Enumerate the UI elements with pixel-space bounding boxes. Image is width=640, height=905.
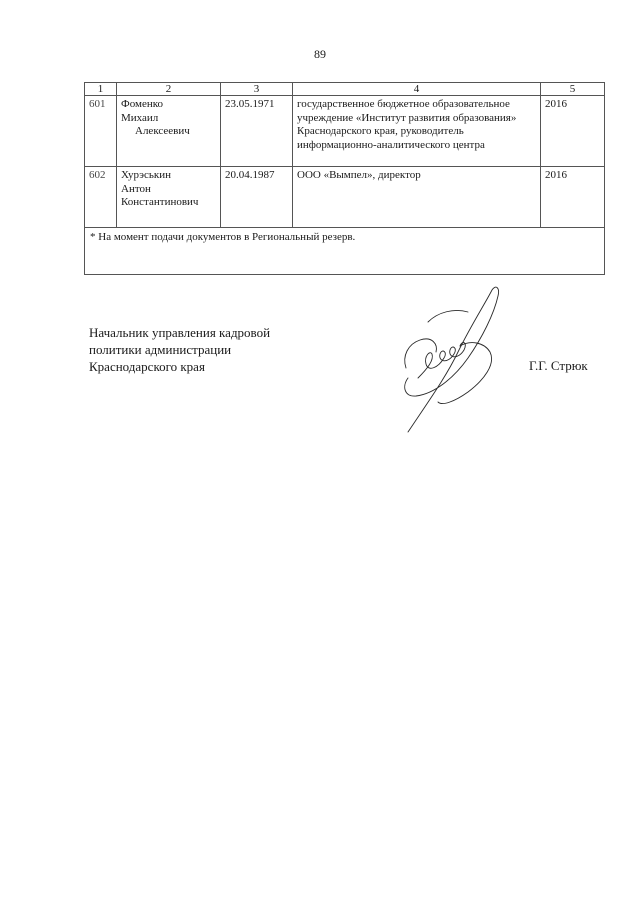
- birth-date: 23.05.1971: [221, 96, 293, 167]
- person-name: [117, 167, 221, 228]
- row-number: 602: [85, 167, 117, 228]
- table-header-row: [85, 83, 605, 96]
- footnote: * На момент подачи документов в Региональный резерв.: [85, 228, 605, 275]
- organization-position: ООО «Вымпел», директор: [293, 167, 541, 228]
- patronymic: Алексеевич: [135, 125, 190, 137]
- registry-table: [84, 82, 605, 275]
- column-header: 2: [117, 83, 221, 96]
- page-number: 89: [314, 47, 326, 61]
- year: 2016: [541, 96, 605, 167]
- person-name: [117, 96, 221, 167]
- position-line: Начальник управления кадровой: [89, 325, 271, 340]
- patronymic: Константинович: [121, 196, 199, 208]
- first-name: Антон: [121, 182, 151, 195]
- signatory-position: [89, 324, 270, 375]
- table-row: [85, 167, 605, 228]
- signatory-name: Г.Г. Стрюк: [529, 358, 588, 373]
- column-header: 1: [85, 83, 117, 96]
- position-line: Краснодарского края: [89, 359, 205, 374]
- table-row: [85, 96, 605, 167]
- footnote-row: [85, 228, 605, 275]
- row-number: 601: [85, 96, 117, 167]
- last-name: Фоменко: [121, 98, 163, 110]
- column-header: 4: [293, 83, 541, 96]
- handwritten-signature-icon: [398, 282, 508, 442]
- organization-position: государственное бюджетное образовательное учреждение «Институт развития образования» Краснодарского края, руководитель информационно-аналитического центра: [293, 96, 541, 167]
- last-name: Хурэськин: [121, 169, 171, 181]
- birth-date: 20.04.1987: [221, 167, 293, 228]
- column-header: 3: [221, 83, 293, 96]
- year: 2016: [541, 167, 605, 228]
- first-name: Михаил: [121, 111, 159, 124]
- column-header: 5: [541, 83, 605, 96]
- position-line: политики администрации: [89, 342, 232, 357]
